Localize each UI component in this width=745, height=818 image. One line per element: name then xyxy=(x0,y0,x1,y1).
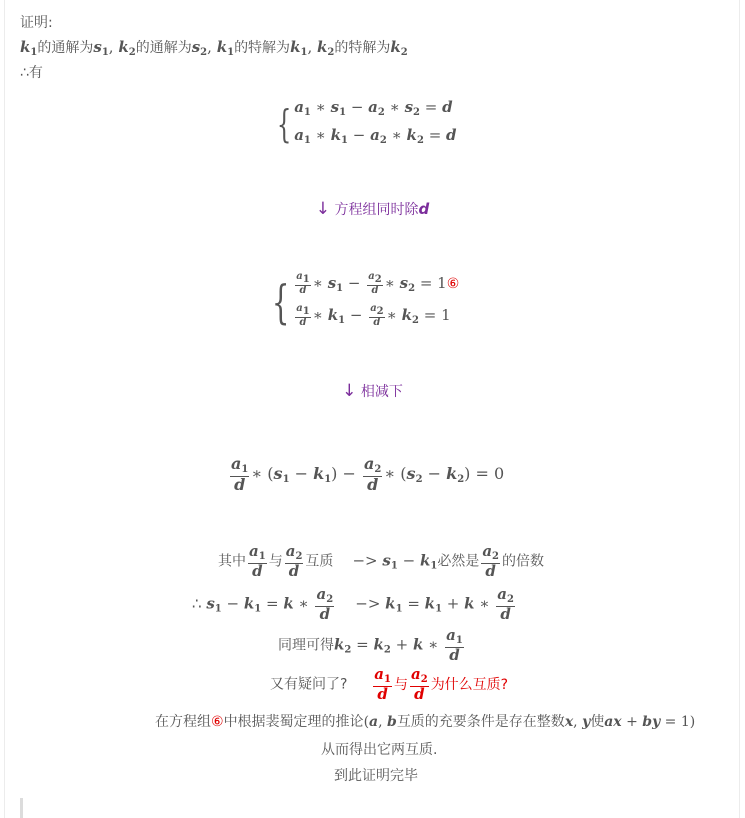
step-divide-by-d: ↓ 方程组同时除d xyxy=(315,199,430,219)
general-solution-line: $k_1$的通解为$s_1$, $k_2$的通解为$s_2$, $k_1$的特解为$k_1$, $k_2$的特解为$k_2$ xyxy=(20,38,408,58)
proof-complete: 到此证明完毕 xyxy=(334,768,418,784)
coprime-question: $\frac{a_1}{d}$ 与 $\frac{a_2}{d}$ 为什么互质? xyxy=(374,665,509,703)
k1-derivation: ∴ $s_1 - k_1 = k$ ∗ $\frac{a_2}{d}$ −> $k_1 = k_1 + k$ ∗ $\frac{a_2}{d}$ xyxy=(192,585,514,623)
step-subtract: ↓ 相减下 xyxy=(342,381,403,401)
difference-equation: $\frac{a_1}{d}$ ∗ $(s_1 - k_1)$ − $\frac{a_2}{d}$ ∗ $(s_2 - k_2) = 0$ xyxy=(231,454,505,494)
therefore-have: ∴有 xyxy=(20,65,43,81)
proof-title: 证明: xyxy=(20,15,53,31)
equation-system-2: { $\frac{a_1}{d}$ ∗ $s_1$ − $\frac{a_2}{d}$ ∗ $s_2$ = 1⑥ $\frac{a_1}{d}$ ∗ $k_1$ − $\frac{a_2}{d}$ ∗ $k_2 = 1$ xyxy=(271,270,460,329)
equation-system-1: { $a_1$ ∗ $s_1 - a_2$ ∗ $s_2 = d$ $a_1$ ∗ $k_1 - a_2$ ∗ $k_2 = d$ xyxy=(276,98,457,146)
k2-derivation: 同理可得$k_2 = k_2 + k$ ∗ $\frac{a_1}{d}$ xyxy=(278,626,463,664)
blockquote-bar xyxy=(20,798,23,818)
conclusion-coprime: 从而得出它两互质. xyxy=(321,742,438,758)
question-line: 又有疑问了? $\frac{a_1}{d}$ 与 $\frac{a_2}{d}$ 为什么互质? xyxy=(270,665,509,703)
circle-six-marker: ⑥ xyxy=(446,276,460,292)
bezout-line: 在方程组⑥中根据裴蜀定理的推论(a, b互质的充要条件是存在整数x, y使ax + by = 1) xyxy=(155,714,696,730)
coprime-statement: 其中 $\frac{a_1}{d}$ 与 $\frac{a_2}{d}$ 互质 −> $s_1 - k_1$必然是 $\frac{a_2}{d}$ 的倍数 xyxy=(218,542,545,580)
